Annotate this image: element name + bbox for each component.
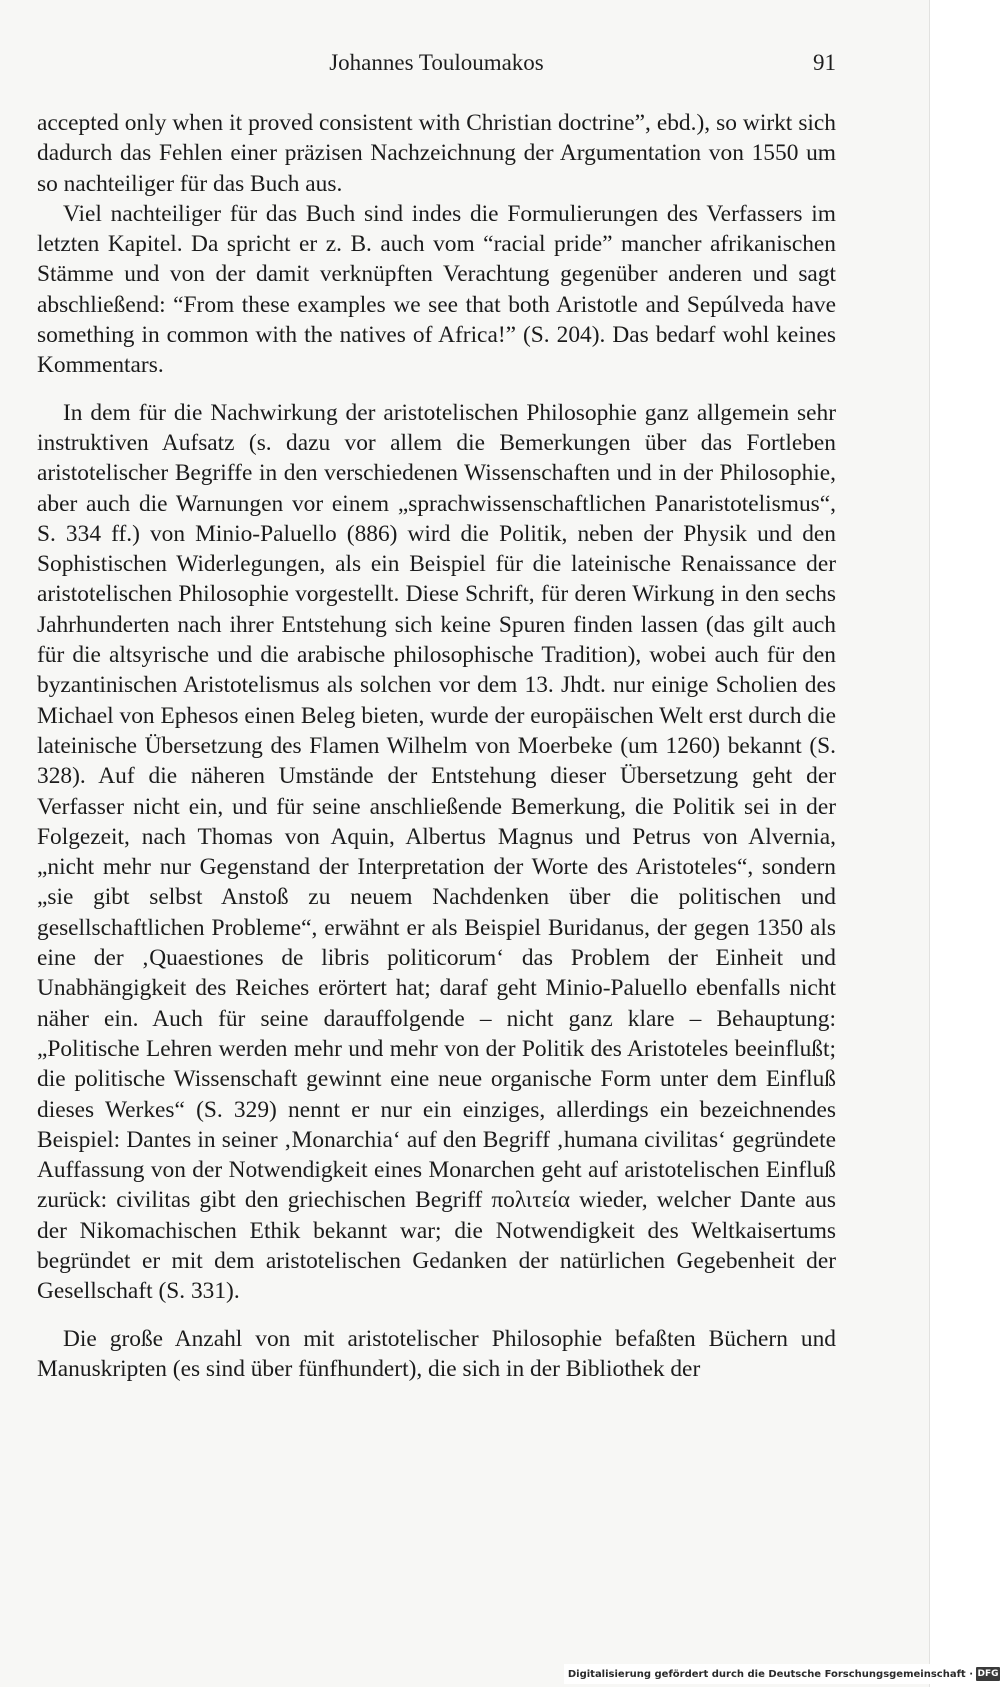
- page-number: 91: [813, 50, 836, 75]
- dfg-logo-icon: DFG: [977, 1669, 999, 1679]
- digitization-notice: [564, 1664, 1000, 1684]
- paragraph: Die große Anzahl von mit aristotelischer Philosophie befaßten Büchern und Manuskripten (es sind über fünfhundert), die sich in der Bibliothek der: [37, 1325, 836, 1382]
- running-head-author: Johannes Touloumakos: [329, 50, 544, 75]
- paragraph: Viel nachteiliger für das Buch sind indes die Formulierungen des Verfassers im letzten Kapitel. Da spricht er z. B. auch vom “racial pride” mancher afrikanischen Stämme und von der damit verknüpften Verachtung gegenüber anderen und sagt abschließend: “From these examples we see that both Aristotle and Sepúlveda have something in common with the natives of Africa!” (S. 204). Das bedarf wohl keines Kommentars.: [37, 200, 836, 379]
- paragraph: In dem für die Nachwirkung der aristotelischen Philosophie ganz allgemein sehr instruktiven Aufsatz (s. dazu vor allem die Bemerkungen über das Fortleben aristotelischer Begriffe in den verschiedenen Wissenschaften und in der Philosophie, aber auch die Warnungen vor einem „sprachwissenschaftlichen Panaristotelismus“, S. 334 ff.) von Minio-Paluello (886) wird die Politik, neben der Physik und den Sophistischen Widerlegungen, als ein Beispiel für die lateinische Renaissance der aristotelischen Philosophie vorgestellt. Diese Schrift, für deren Wirkung in den sechs Jahrhunderten nach ihrer Entstehung sich keine Spuren finden lassen (das gilt auch für die altsyrische und die arabische philosophische Tradition), wobei auch für den byzantinischen Aristotelismus als solchen vor dem 13. Jhdt. nur einige Scholien des Michael von Ephesos einen Beleg bieten, wurde der europäischen Welt erst durch die lateinische Übersetzung des Flamen Wilhelm von Moerbeke (um 1260) bekannt (S. 328). Auf die näheren Umstände der Entstehung dieser Übersetzung geht der Verfasser nicht ein, und für seine anschließende Bemerkung, die Politik sei in der Folgezeit, nach Thomas von Aquin, Albertus Magnus und Petrus von Alvernia, „nicht mehr nur Gegenstand der Interpretation der Worte des Aristoteles“, sondern „sie gibt selbst Anstoß zu neuem Nachdenken über die politischen und gesellschaftlichen Probleme“, erwähnt er als Beispiel Buridanus, der gegen 1350 als eine der ‚Quaestiones de libris politicorum‘ das Problem der Einheit und Unabhängigkeit des Reiches erörtert hat; daraf geht Minio-Paluello ebenfalls nicht näher ein. Auch für seine darauffolgende – nicht ganz klare – Behauptung: „Politische Lehren werden mehr und mehr von der Politik des Aristoteles beeinflußt; die politische Wissenschaft gewinnt eine neue organische Form unter dem Einfluß dieses Werkes“ (S. 329) nennt er nur ein einziges, allerdings ein bezeichnendes Beispiel: Dantes in seiner ‚Monarchia‘ auf den Begriff ‚humana civilitas‘ gegründete Auffassung von der Notwendigkeit eines Monarchen geht auf aristotelischen Einfluß zurück: civilitas gibt den griechischen Begriff πολιτεία wieder, welcher Dante aus der Nikomachischen Ethik bekannt war; die Notwendigkeit des Weltkaisertums begründet er mit dem aristotelischen Gedanken der natürlichen Gegebenheit der Gesellschaft (S. 331).: [37, 399, 836, 1305]
- digitization-notice-text: Digitalisierung gefördert durch die Deutsche Forschungsgemeinschaft ·: [567, 1668, 973, 1680]
- body-text: [37, 108, 836, 1384]
- running-head: [37, 50, 836, 84]
- paragraph: accepted only when it proved consistent with Christian doctrine”, ebd.), so wirkt sich dadurch das Fehlen einer präzisen Nachzeichnung der Argumentation von 1550 um so nachteiliger für das Buch aus.: [37, 110, 836, 197]
